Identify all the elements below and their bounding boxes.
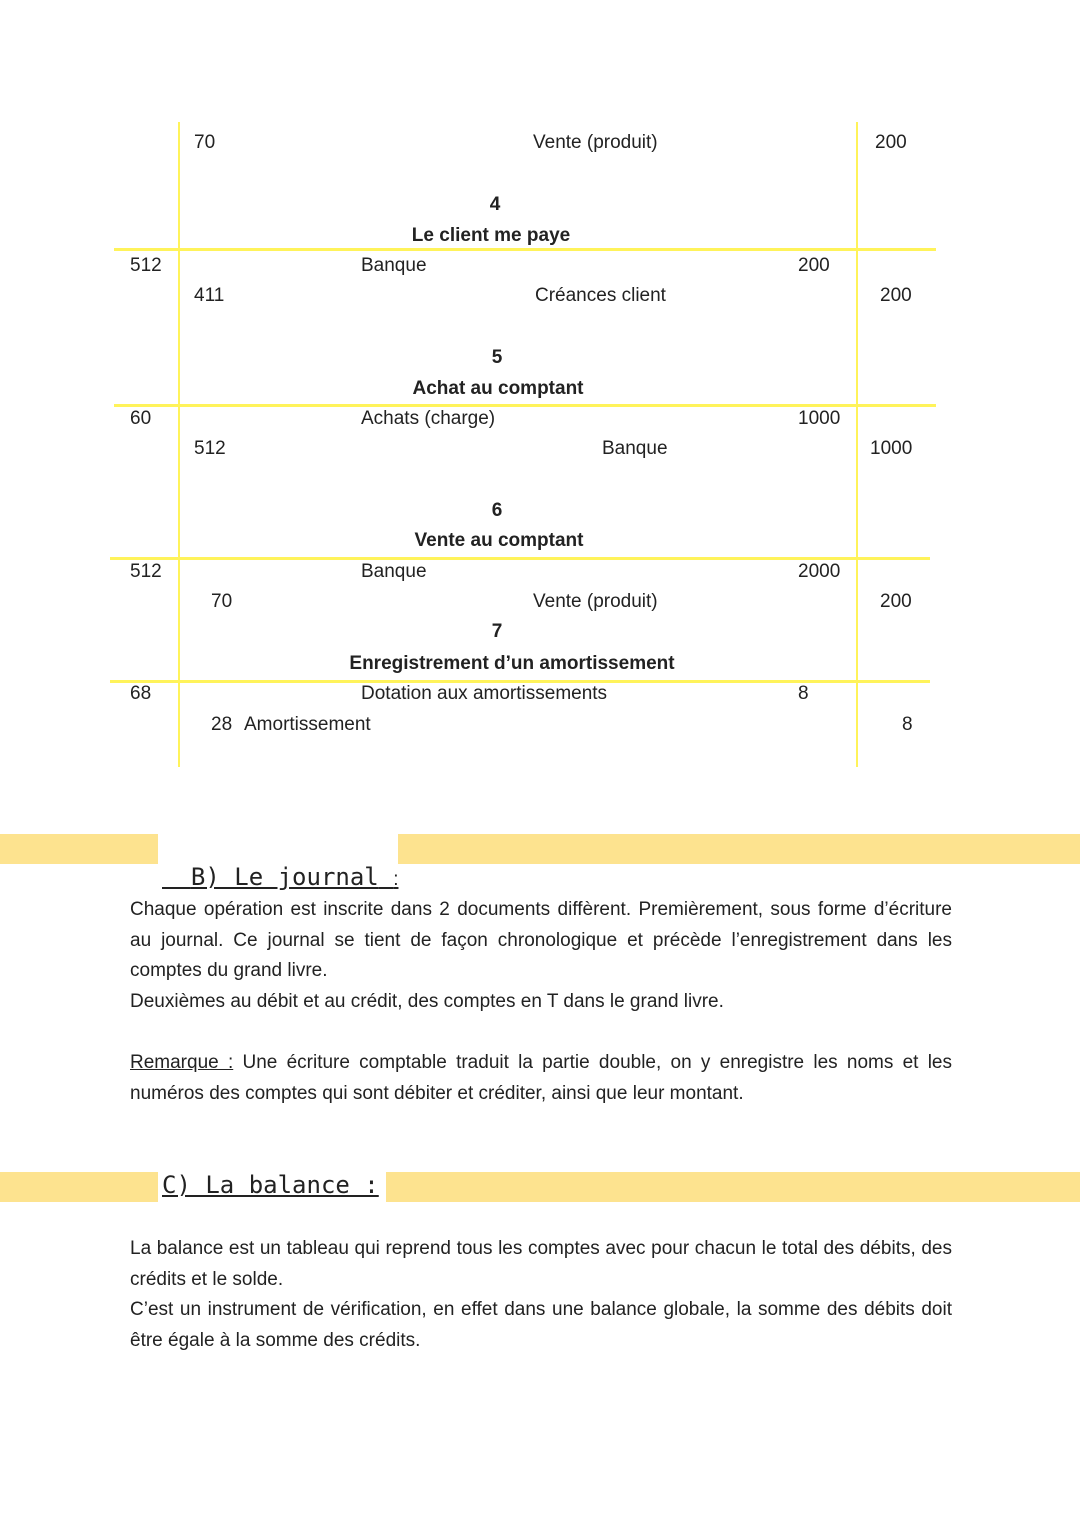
debit-label: Banque <box>361 561 427 582</box>
remark <box>130 1048 952 1109</box>
credit-account: 411 <box>194 285 225 306</box>
debit-amount: 200 <box>798 255 830 276</box>
section-c-body <box>130 1234 952 1356</box>
entry-number: 6 <box>491 500 503 521</box>
credit-amount: 200 <box>880 591 912 612</box>
credit-account: 512 <box>194 438 226 459</box>
entry-title: Le client me paye <box>411 225 571 246</box>
debit-label: Banque <box>361 255 427 276</box>
section-b-band-right <box>398 834 1080 864</box>
debit-amount: 1000 <box>798 408 841 429</box>
section-b-body <box>130 895 952 1017</box>
entry-title: Achat au comptant <box>412 378 584 399</box>
entry-number: 4 <box>489 194 501 215</box>
section-c-heading: C) La balance : <box>162 1171 379 1199</box>
debit-account: 512 <box>130 561 162 582</box>
debit-account: 512 <box>130 255 162 276</box>
debit-account: 60 <box>130 408 152 429</box>
remark-text: Une écriture comptable traduit la partie double, on y enregistre les noms et les numéros des comptes qui sont débiter et créditer, ainsi que leur montant. <box>130 1052 952 1104</box>
credit-account: 28 <box>211 714 233 735</box>
credit-amount: 8 <box>902 714 913 735</box>
paragraph: La balance est un tableau qui reprend tous les comptes avec pour chacun le total des débits, des crédits et le solde. <box>130 1238 952 1290</box>
entry-title: Enregistrement d’un amortissement <box>349 653 675 674</box>
credit-label: Banque <box>602 438 668 459</box>
debit-label: Achats (charge) <box>361 408 496 429</box>
journal-left-rule <box>178 122 180 767</box>
section-b-heading-text: B) Le journal <box>190 863 379 891</box>
section-b-heading-colon: : <box>393 869 399 890</box>
paragraph: Deuxièmes au débit et au crédit, des comptes en T dans le grand livre. <box>130 990 724 1012</box>
credit-account: 70 <box>211 591 233 612</box>
paragraph: C’est un instrument de vérification, en effet dans une balance globale, la somme des débits doit être égale à la somme des crédits. <box>130 1299 952 1351</box>
paragraph: Chaque opération est inscrite dans 2 documents diffèrent. Premièrement, sous forme d’écriture au journal. Ce journal se tient de façon chronologique et précède l’enregistrement dans les comptes du grand livre. <box>130 899 952 981</box>
section-b-band-left <box>0 834 158 864</box>
section-c-band-right <box>386 1172 1080 1202</box>
entry-4-rule <box>114 248 936 251</box>
credit-account: 70 <box>194 132 216 153</box>
debit-account: 68 <box>130 683 152 704</box>
remark-label: Remarque : <box>130 1052 234 1073</box>
credit-label: Créances client <box>535 285 666 306</box>
credit-amount: 200 <box>880 285 912 306</box>
credit-label: Vente (produit) <box>533 132 658 153</box>
journal-right-rule <box>856 122 858 767</box>
credit-label: Amortissement <box>244 714 371 735</box>
section-b-heading <box>162 832 398 895</box>
debit-amount: 2000 <box>798 561 841 582</box>
entry-title: Vente au comptant <box>414 530 584 551</box>
credit-label: Vente (produit) <box>533 591 658 612</box>
credit-amount: 200 <box>875 132 907 153</box>
section-c-band-left <box>0 1172 158 1202</box>
credit-amount: 1000 <box>870 438 913 459</box>
debit-label: Dotation aux amortissements <box>361 683 608 704</box>
entry-number: 7 <box>491 621 503 642</box>
entry-number: 5 <box>491 347 503 368</box>
debit-amount: 8 <box>798 683 809 704</box>
